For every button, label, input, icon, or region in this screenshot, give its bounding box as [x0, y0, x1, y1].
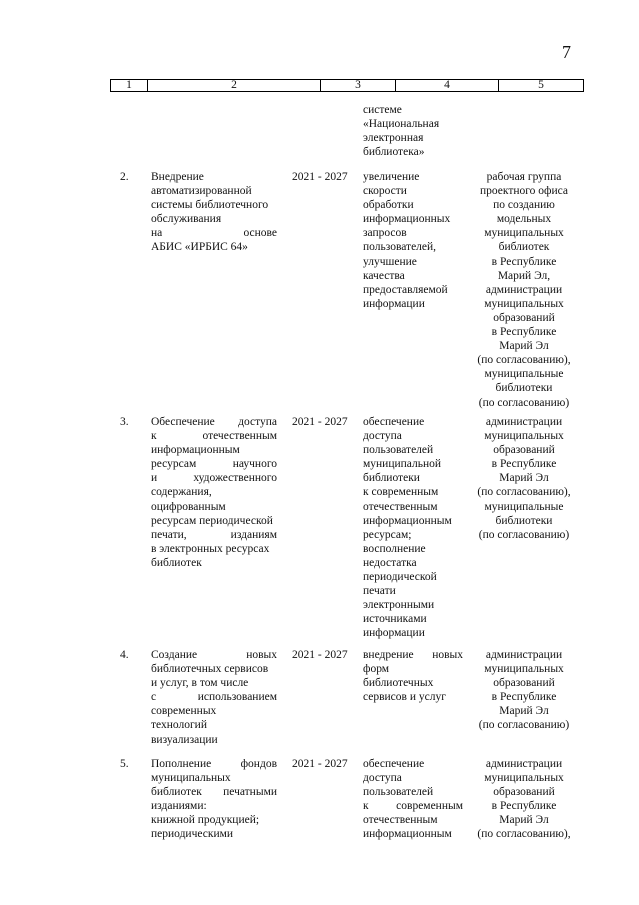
activity-name-word: доступа: [238, 416, 277, 428]
row-number: 2.: [120, 171, 129, 183]
activity-name-line: [151, 648, 277, 662]
expected-result-line: улучшение: [363, 255, 417, 268]
responsible-executors: [464, 170, 584, 410]
responsible-executors-line: администрации: [485, 649, 563, 661]
activity-name-line: информационным: [151, 444, 240, 457]
expected-result-line: «Национальная: [363, 118, 440, 131]
responsible-executors-line: библиотеки: [495, 514, 553, 527]
expected-result-line: запросов: [363, 227, 407, 240]
activity-name-word: Создание: [151, 649, 198, 661]
responsible-executors-line: в Республике: [491, 255, 557, 268]
expected-result-line: форм: [363, 663, 390, 676]
expected-result-line: системе: [363, 104, 402, 116]
row-number: 3.: [120, 416, 129, 428]
responsible-executors-line: образований: [493, 311, 555, 324]
responsible-executors-line: образований: [493, 786, 555, 799]
activity-name-line: периодическими: [151, 828, 234, 841]
activity-name-word: печатными: [223, 786, 277, 799]
activity-name-line: обслуживания: [151, 213, 222, 226]
expected-result-line: восполнение: [363, 542, 426, 555]
activity-name-word: художественного: [193, 472, 277, 485]
header-col-3: 3: [321, 80, 396, 91]
header-col-1: 1: [111, 80, 148, 91]
responsible-executors-line: проектного офиса: [479, 185, 569, 198]
expected-result-word: к: [363, 800, 369, 813]
responsible-executors-line: (по согласованию),: [477, 486, 571, 499]
expected-result-line: увеличение: [363, 171, 420, 183]
expected-result: [363, 757, 463, 842]
implementation-period: 2021 - 2027: [292, 649, 348, 661]
activity-name-line: системы библиотечного: [151, 199, 269, 212]
expected-result-line: муниципальной: [363, 458, 442, 471]
activity-name: [151, 757, 277, 842]
expected-result-line: сервисов и услуг: [363, 691, 446, 704]
expected-result-line: информационным: [363, 514, 452, 527]
activity-name: [151, 648, 277, 747]
activity-name-line: изданиями:: [151, 800, 207, 813]
responsible-executors-line: (по согласованию): [478, 528, 570, 541]
responsible-executors-line: Марий Эл: [499, 340, 549, 353]
responsible-executors: [464, 757, 584, 842]
activity-name: [151, 415, 277, 570]
expected-result-word: современным: [396, 800, 463, 813]
activity-name-line: [151, 757, 277, 771]
expected-result-line: пользователей: [363, 786, 434, 799]
responsible-executors-line: образований: [493, 677, 555, 690]
activity-name-word: научного: [232, 458, 277, 471]
expected-result-line: ресурсам;: [363, 528, 412, 541]
expected-result-line: библиотеки: [363, 472, 420, 485]
expected-result-line: обеспечение: [363, 416, 425, 428]
activity-name-line: [151, 690, 277, 704]
row-number: 5.: [120, 758, 129, 770]
responsible-executors-line: администрации: [485, 283, 563, 296]
table-header-row: [110, 79, 584, 92]
expected-result-line: доступа: [363, 430, 402, 443]
expected-result-line: скорости: [363, 185, 407, 198]
expected-result-line: недостатка: [363, 556, 417, 569]
activity-name-line: в электронных ресурсах: [151, 542, 270, 555]
activity-name-line: муниципальных: [151, 772, 231, 785]
expected-result-line: пользователей,: [363, 241, 437, 254]
responsible-executors-line: Марий Эл: [499, 814, 549, 827]
expected-result-line: периодической: [363, 571, 437, 584]
expected-result: [363, 415, 463, 641]
implementation-period: 2021 - 2027: [292, 171, 348, 183]
activity-name-word: Обеспечение: [151, 416, 215, 428]
activity-name-line: Внедрение: [151, 171, 204, 183]
activity-name-line: [151, 429, 277, 443]
activity-name-word: новых: [246, 649, 277, 661]
responsible-executors-line: в Республике: [491, 800, 557, 813]
activity-name-line: [151, 785, 277, 799]
activity-name-line: технологий: [151, 719, 207, 732]
expected-result-line: доступа: [363, 772, 402, 785]
activity-name-word: на: [151, 227, 163, 240]
activity-name-line: автоматизированной: [151, 185, 252, 198]
activity-name-line: [151, 528, 277, 542]
row-number: 4.: [120, 649, 129, 661]
expected-result-line: [363, 648, 463, 662]
responsible-executors-line: в Республике: [491, 458, 557, 471]
expected-result-line: печати: [363, 585, 396, 598]
activity-name-line: [151, 471, 277, 485]
activity-name-line: [151, 457, 277, 471]
activity-name-word: библиотек: [151, 786, 202, 799]
activity-name-line: содержания,: [151, 486, 212, 499]
implementation-period: 2021 - 2027: [292, 416, 348, 428]
activity-name-word: Пополнение: [151, 758, 212, 770]
expected-result: [363, 103, 463, 159]
responsible-executors: [464, 415, 584, 542]
expected-result-line: отечественным: [363, 814, 438, 827]
activity-name-line: оцифрованным: [151, 500, 226, 513]
activity-name-line: ресурсам периодической: [151, 514, 273, 527]
expected-result-line: обработки: [363, 199, 414, 212]
activity-name-line: АБИС «ИРБИС 64»: [151, 241, 248, 254]
expected-result-line: отечественным: [363, 500, 438, 513]
activity-name-word: с: [151, 691, 157, 704]
activity-name-word: фондов: [240, 758, 277, 770]
activity-name-word: печати,: [151, 528, 187, 541]
expected-result-word: новых: [432, 649, 463, 661]
activity-name-word: ресурсам: [151, 458, 197, 471]
expected-result-line: информационных: [363, 213, 451, 226]
responsible-executors-line: Марий Эл,: [497, 269, 551, 282]
responsible-executors-line: модельных: [496, 213, 552, 226]
activity-name-line: книжной продукцией;: [151, 814, 260, 827]
header-col-5: 5: [538, 79, 544, 91]
expected-result-line: [363, 799, 463, 813]
expected-result: [363, 170, 463, 311]
expected-result-line: электронная: [363, 132, 424, 145]
expected-result-line: библиотечных: [363, 677, 434, 690]
activity-name-word: к: [151, 430, 157, 443]
expected-result-line: электронными: [363, 599, 435, 612]
activity-name-word: изданиям: [230, 528, 277, 541]
expected-result-line: информации: [363, 627, 425, 640]
responsible-executors-line: (по согласованию),: [477, 354, 571, 367]
activity-name-line: современных: [151, 705, 217, 718]
activity-name-word: основе: [243, 227, 277, 240]
responsible-executors-line: в Республике: [491, 691, 557, 704]
expected-result-line: информации: [363, 297, 425, 310]
expected-result-line: к современным: [363, 486, 439, 499]
expected-result-line: качества: [363, 269, 405, 282]
activity-name-line: и услуг, в том числе: [151, 677, 249, 690]
expected-result-line: предоставляемой: [363, 283, 448, 296]
activity-name-line: библиотечных сервисов: [151, 663, 269, 676]
expected-result-line: пользователей: [363, 444, 434, 457]
responsible-executors-line: муниципальных: [484, 772, 564, 785]
expected-result-word: внедрение: [363, 649, 414, 661]
responsible-executors-line: по созданию: [493, 199, 555, 212]
implementation-period: 2021 - 2027: [292, 758, 348, 770]
responsible-executors: [464, 648, 584, 733]
responsible-executors-line: Марий Эл: [499, 705, 549, 718]
expected-result-line: информационным: [363, 828, 452, 841]
responsible-executors-line: библиотек: [498, 241, 550, 254]
responsible-executors-line: Марий Эл: [499, 472, 549, 485]
activity-name-word: отечественным: [202, 430, 277, 443]
activity-name: [151, 170, 277, 255]
responsible-executors-line: (по согласованию): [478, 396, 570, 409]
responsible-executors-line: (по согласованию): [478, 719, 570, 732]
responsible-executors-line: администрации: [485, 758, 563, 770]
responsible-executors-line: муниципальные: [484, 368, 564, 381]
header-col-4: 4: [396, 80, 499, 91]
responsible-executors-line: муниципальных: [484, 430, 564, 443]
activity-name-word: использованием: [197, 691, 277, 704]
activity-name-line: [151, 226, 277, 240]
activity-name-line: визуализации: [151, 733, 218, 746]
responsible-executors-line: муниципальные: [484, 500, 564, 513]
page-number: 7: [562, 42, 571, 62]
expected-result-line: обеспечение: [363, 758, 425, 770]
responsible-executors-line: муниципальных: [484, 227, 564, 240]
responsible-executors-line: в Республике: [491, 326, 557, 339]
responsible-executors-line: (по согласованию),: [477, 828, 571, 841]
responsible-executors-line: образований: [493, 444, 555, 457]
responsible-executors-line: рабочая группа: [486, 171, 562, 183]
expected-result: [363, 648, 463, 704]
activity-name-word: и: [151, 472, 158, 485]
expected-result-line: библиотека»: [363, 146, 425, 159]
activity-name-line: [151, 415, 277, 429]
activity-name-line: библиотек: [151, 556, 202, 569]
responsible-executors-line: муниципальных: [484, 297, 564, 310]
responsible-executors-line: библиотеки: [495, 382, 553, 395]
responsible-executors-line: муниципальных: [484, 663, 564, 676]
responsible-executors-line: администрации: [485, 416, 563, 428]
header-col-2: 2: [148, 80, 321, 91]
expected-result-line: источниками: [363, 613, 427, 626]
